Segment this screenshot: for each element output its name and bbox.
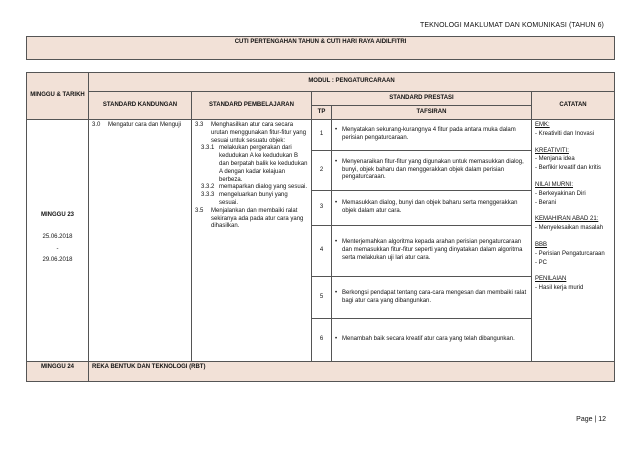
bullet-icon: • (335, 289, 338, 296)
pembelajaran-sub-text: memaparkan dialog yang sesuai. (219, 184, 308, 191)
tp-cell: 2 (312, 151, 332, 191)
next-week-label: MINGGU 24 (27, 362, 89, 382)
tp-cell: 3 (312, 191, 332, 226)
bullet-icon: • (335, 239, 338, 246)
tafsiran-cell (332, 319, 532, 362)
catatan-item: - Menjana idea (535, 156, 575, 163)
tafsiran-text: Menyenaraikan fitur-fitur yang digunakan untuk memasukkan dialog, bunyi, objek baharu dan menggerakkan objek dalam perisian pengaturcaraan. (342, 158, 524, 181)
kandungan-number: 3.0 (92, 122, 101, 128)
catatan-heading-nilai: NILAI MURNI: (535, 181, 574, 188)
column-header-tp: TP (312, 106, 332, 120)
tp-cell: 5 (312, 277, 332, 319)
bullet-icon: • (335, 200, 338, 207)
header-row-standards (27, 92, 615, 106)
table-row (27, 120, 615, 151)
tafsiran-text: Berkongsi pendapat tentang cara-cara mengesan dan membaiki ralat bagi atur cara yang dibangunkan. (342, 289, 527, 304)
column-header-tafsiran: TAFSIRAN (332, 106, 532, 120)
pembelajaran-cell (192, 120, 312, 362)
tafsiran-cell (332, 226, 532, 277)
catatan-cell (532, 120, 615, 362)
tafsiran-cell (332, 277, 532, 319)
pembelajaran-sub-text: mengeluarkan bunyi yang sesuai. (219, 192, 288, 206)
catatan-item: - Hasil kerja murid (535, 285, 584, 292)
next-week-topic: REKA BENTUK DAN TEKNOLOGI (RBT) (89, 362, 615, 382)
kandungan-cell (89, 120, 192, 362)
pembelajaran-text: Menjalankan dan membaiki ralat sekiranya ada pada atur cara yang dihasilkan. (211, 207, 304, 230)
tafsiran-cell (332, 120, 532, 151)
catatan-heading-kreativiti: KREATIVITI: (535, 147, 569, 154)
catatan-item: - Berkeyakinan Diri (535, 190, 586, 197)
column-header-minggu: MINGGU & TARIKH (27, 73, 89, 120)
tafsiran-cell (332, 151, 532, 191)
catatan-item: - Berani (535, 199, 557, 206)
kandungan-text: Mengatur cara dan Menguji (108, 122, 182, 128)
lesson-plan-table (26, 36, 615, 382)
tp-cell: 1 (312, 120, 332, 151)
page-number: Page | 12 (576, 416, 606, 423)
pembelajaran-sub-text: melakukan pergerakan dari kedudukan A ke kedudukan B dan berpatah balik ke kedudukan A dengan kadar kelajuan berbeza. (219, 145, 308, 183)
tafsiran-cell (332, 191, 532, 226)
tafsiran-text: Menyatakan sekurang-kurangnya 4 fitur pada antara muka dalam perisian pengaturcaraan. (342, 127, 516, 141)
pembelajaran-number: 3.5 (195, 207, 204, 214)
week-label: MINGGU 23 (40, 211, 74, 218)
holiday-row (27, 37, 615, 60)
pembelajaran-text: Menghasilkan atur cara secara urutan menggunakan fitur-fitur yang sesuai untuk sesuatu objek: (211, 122, 307, 144)
header-row-modul (27, 73, 615, 92)
catatan-heading-emk: EMK: (535, 122, 550, 128)
column-header-pembelajaran: STANDARD PEMBELAJARAN (192, 92, 312, 120)
tafsiran-text: Menterjemahkan algoritma kepada arahan perisian pengaturcaraan dan memasukkan fitur-fitur seperti yang dinyatakan dalam algoritma serta melakukan uji lari atur cara. (342, 239, 523, 261)
tp-cell: 4 (312, 226, 332, 277)
pembelajaran-sub-number: 3.3.3 (201, 192, 215, 199)
tafsiran-text: Menambah baik secara kreatif atur cara yang telah dibangunkan. (342, 336, 515, 343)
spacer-row (27, 60, 615, 73)
document-header: TEKNOLOGI MAKLUMAT DAN KOMUNIKASI (TAHUN 6) (420, 22, 604, 29)
week-date-separator: - (56, 245, 59, 252)
column-header-kandungan: STANDARD KANDUNGAN (89, 92, 192, 120)
column-header-prestasi: STANDARD PRESTASI (312, 92, 532, 106)
pembelajaran-sub-number: 3.3.1 (201, 145, 215, 152)
catatan-heading-kemahiran: KEMAHIRAN ABAD 21: (535, 216, 599, 223)
column-header-catatan: CATATAN (532, 92, 615, 120)
catatan-item: - PC (535, 259, 547, 266)
catatan-item: - Perisian Pengaturcaraan (535, 250, 605, 257)
catatan-item: - Menyelesaikan masalah (535, 225, 604, 232)
pembelajaran-sub-number: 3.3.2 (201, 184, 215, 191)
next-week-row (27, 362, 615, 382)
week-date-start: 25.06.2018 (42, 233, 73, 240)
modul-title: MODUL : PENGATURCARAAN (89, 73, 615, 92)
catatan-item: - Berfikir kreatif dan kritis (535, 165, 602, 172)
week-date-end: 29.06.2018 (42, 257, 73, 264)
tafsiran-text: Memasukkan dialog, bunyi dan objek baharu serta menggerakkan objek dalam atur cara. (342, 200, 518, 214)
catatan-item: - Kreativiti dan Inovasi (535, 130, 595, 137)
week-cell (27, 120, 89, 362)
bullet-icon: • (335, 127, 338, 134)
pembelajaran-number: 3.3 (195, 122, 204, 128)
holiday-text: CUTI PERTENGAHAN TAHUN & CUTI HARI RAYA AIDILFITRI (27, 37, 615, 60)
bullet-icon: • (335, 336, 338, 343)
bullet-icon: • (335, 158, 338, 165)
tp-cell: 6 (312, 319, 332, 362)
catatan-heading-penilaian: PENILAIAN (535, 276, 567, 283)
catatan-heading-bbb: BBB (535, 241, 548, 248)
